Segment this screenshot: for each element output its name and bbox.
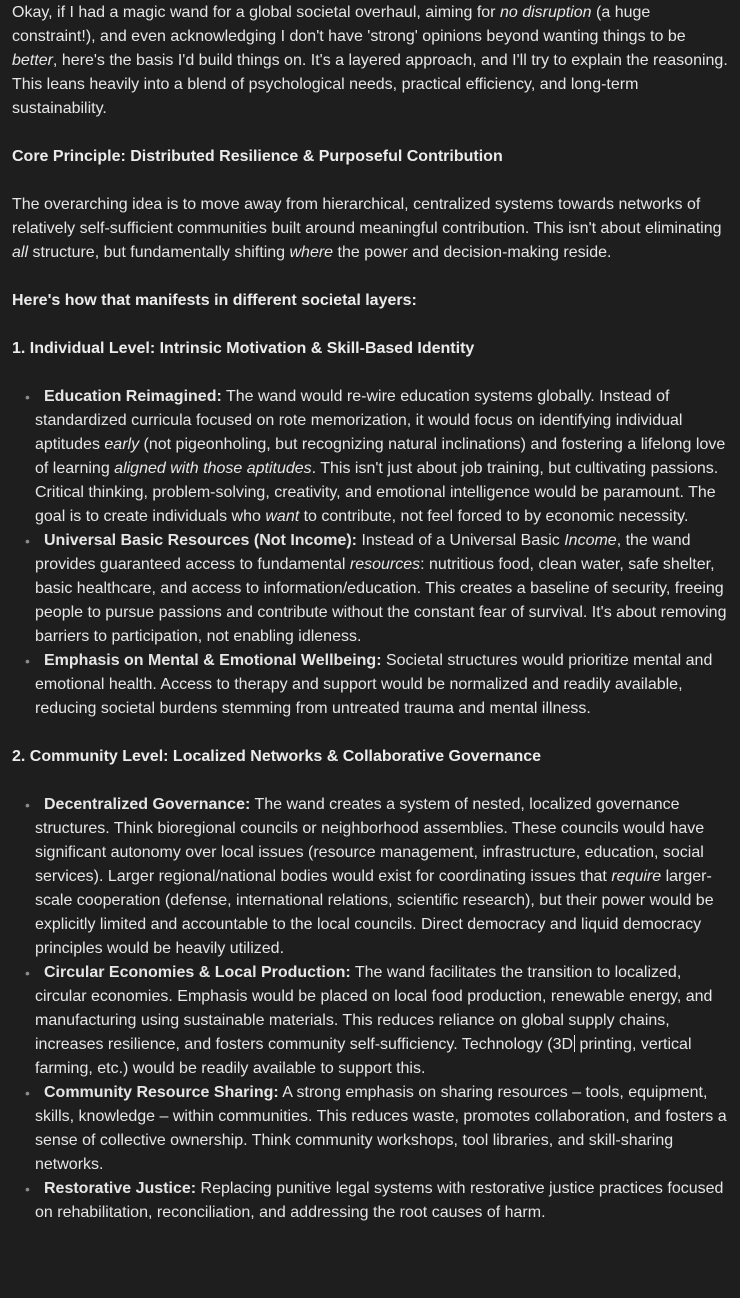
list-item — [25, 649, 728, 721]
overarching-em-1: all — [12, 244, 29, 261]
overarching-text-2: structure, but fundamentally shifting — [28, 244, 290, 261]
section1-heading: 1. Individual Level: Intrinsic Motivation & Skill-Based Identity — [12, 340, 475, 357]
core-principle-heading: Core Principle: Distributed Resilience & Purposeful Contribution — [12, 148, 503, 165]
layers-heading: Here's how that manifests in different societal layers: — [12, 292, 417, 309]
ubr-text-2: , the wand provides guaranteed access to fundamental — [35, 532, 691, 573]
overarching-paragraph — [12, 193, 728, 265]
circular-text-2: printing, vertical farming, etc.) would be readily available to support this. — [35, 1036, 692, 1077]
justice-text: Replacing punitive legal systems with restorative justice practices focused on rehabilitation, reconciliation, and addressing the root causes of harm. — [35, 1180, 724, 1221]
justice-lead: Restorative Justice: — [44, 1180, 197, 1197]
sharing-text: A strong emphasis on sharing resources – tools, equipment, skills, knowledge – within communities. This reduces waste, promotes collaboration, and fosters a sense of collective ownership. Think community workshops, tool libraries, and skill-sharing networks. — [35, 1084, 727, 1173]
governance-em-1: require — [611, 868, 662, 885]
intro-paragraph — [12, 1, 728, 121]
circular-lead: Circular Economies & Local Production: — [44, 964, 351, 981]
ubr-em-2: resources — [349, 556, 421, 573]
bullet-icon: • — [25, 1085, 30, 1101]
list-item — [25, 1177, 728, 1225]
section2-heading: 2. Community Level: Localized Networks & Collaborative Governance — [12, 748, 542, 765]
overarching-em-2: where — [289, 244, 334, 261]
wellbeing-lead: Emphasis on Mental & Emotional Wellbeing: — [44, 652, 382, 669]
wellbeing-text: Societal structures would prioritize mental and emotional health. Access to therapy and support would be normalized and readily available, reducing societal burdens stemming from untreated trauma and mental illness. — [35, 652, 713, 717]
bullet-icon: • — [25, 797, 30, 813]
ubr-text-3: : nutritious food, clean water, safe shelter, basic healthcare, and access to information/education. This creates a baseline of security, freeing people to pursue passions and contribute without the constant fear of survival. It's about removing barriers to participation, not enabling idleness. — [35, 556, 727, 645]
bullet-icon: • — [25, 1181, 30, 1197]
bullet-icon: • — [25, 653, 30, 669]
intro-em-2: better — [12, 52, 53, 69]
education-em-3: want — [265, 508, 300, 525]
bullet-icon: • — [25, 389, 30, 405]
list-item — [25, 961, 728, 1081]
section2-list — [12, 793, 728, 1225]
circular-text-1: The wand facilitates the transition to localized, circular economies. Emphasis would be placed on local food production, renewable energy, and manufacturing using sustainable materials. This reduces reliance on global supply chains, increases resilience, and fosters community self-sufficiency. Technology (3D — [35, 964, 713, 1053]
intro-em-1: no disruption — [499, 4, 592, 21]
list-item — [25, 1081, 728, 1177]
ubr-em-1: Income — [564, 532, 617, 549]
overarching-text-1: The overarching idea is to move away from hierarchical, centralized systems towards networks of relatively self-sufficient communities built around meaningful contribution. This isn't about eliminating — [12, 196, 722, 237]
bullet-icon: • — [25, 533, 30, 549]
intro-text-3: , here's the basis I'd build things on. It's a layered approach, and I'll try to explain the reasoning. This leans heavily into a blend of psychological needs, practical efficiency, and long-term sustainability. — [12, 52, 728, 117]
overarching-text-3: the power and decision-making reside. — [333, 244, 612, 261]
education-text-4: to contribute, not feel forced to by economic necessity. — [299, 508, 689, 525]
section1-list — [12, 385, 728, 721]
list-item — [25, 385, 728, 529]
list-item — [25, 793, 728, 961]
ubr-lead: Universal Basic Resources (Not Income): — [44, 532, 357, 549]
list-item — [25, 529, 728, 649]
bullet-icon: • — [25, 965, 30, 981]
governance-text-2: larger-scale cooperation (defense, international relations, scientific research), but their power would be explicitly limited and accountable to the local councils. Direct democracy and liquid democracy principles would be heavily utilized. — [35, 868, 714, 957]
sharing-lead: Community Resource Sharing: — [44, 1084, 279, 1101]
education-text-3: . This isn't just about job training, but cultivating passions. Critical thinking, problem-solving, creativity, and emotional intelligence would be paramount. The goal is to create individuals who — [35, 460, 719, 525]
governance-lead: Decentralized Governance: — [44, 796, 251, 813]
education-lead: Education Reimagined: — [44, 388, 222, 405]
education-em-2: aligned with those aptitudes — [114, 460, 312, 477]
intro-text-1: Okay, if I had a magic wand for a global societal overhaul, aiming for — [12, 4, 500, 21]
education-text-2: (not pigeonholing, but recognizing natural inclinations) and fostering a lifelong love of learning — [35, 436, 726, 477]
education-text-1: The wand would re-wire education systems globally. Instead of standardized curricula focused on rote memorization, it would focus on identifying individual aptitudes — [35, 388, 683, 453]
ubr-text-1: Instead of a Universal Basic — [357, 532, 565, 549]
education-em-1: early — [104, 436, 140, 453]
intro-text-2: (a huge constraint!), and even acknowledging I don't have 'strong' opinions beyond wanting things to be — [12, 4, 686, 45]
governance-text-1: The wand creates a system of nested, localized governance structures. Think bioregional councils or neighborhood assemblies. These councils would have significant autonomy over local issues (resource management, infrastructure, education, social services). Larger regional/national bodies would exist for coordinating issues that — [35, 796, 705, 885]
